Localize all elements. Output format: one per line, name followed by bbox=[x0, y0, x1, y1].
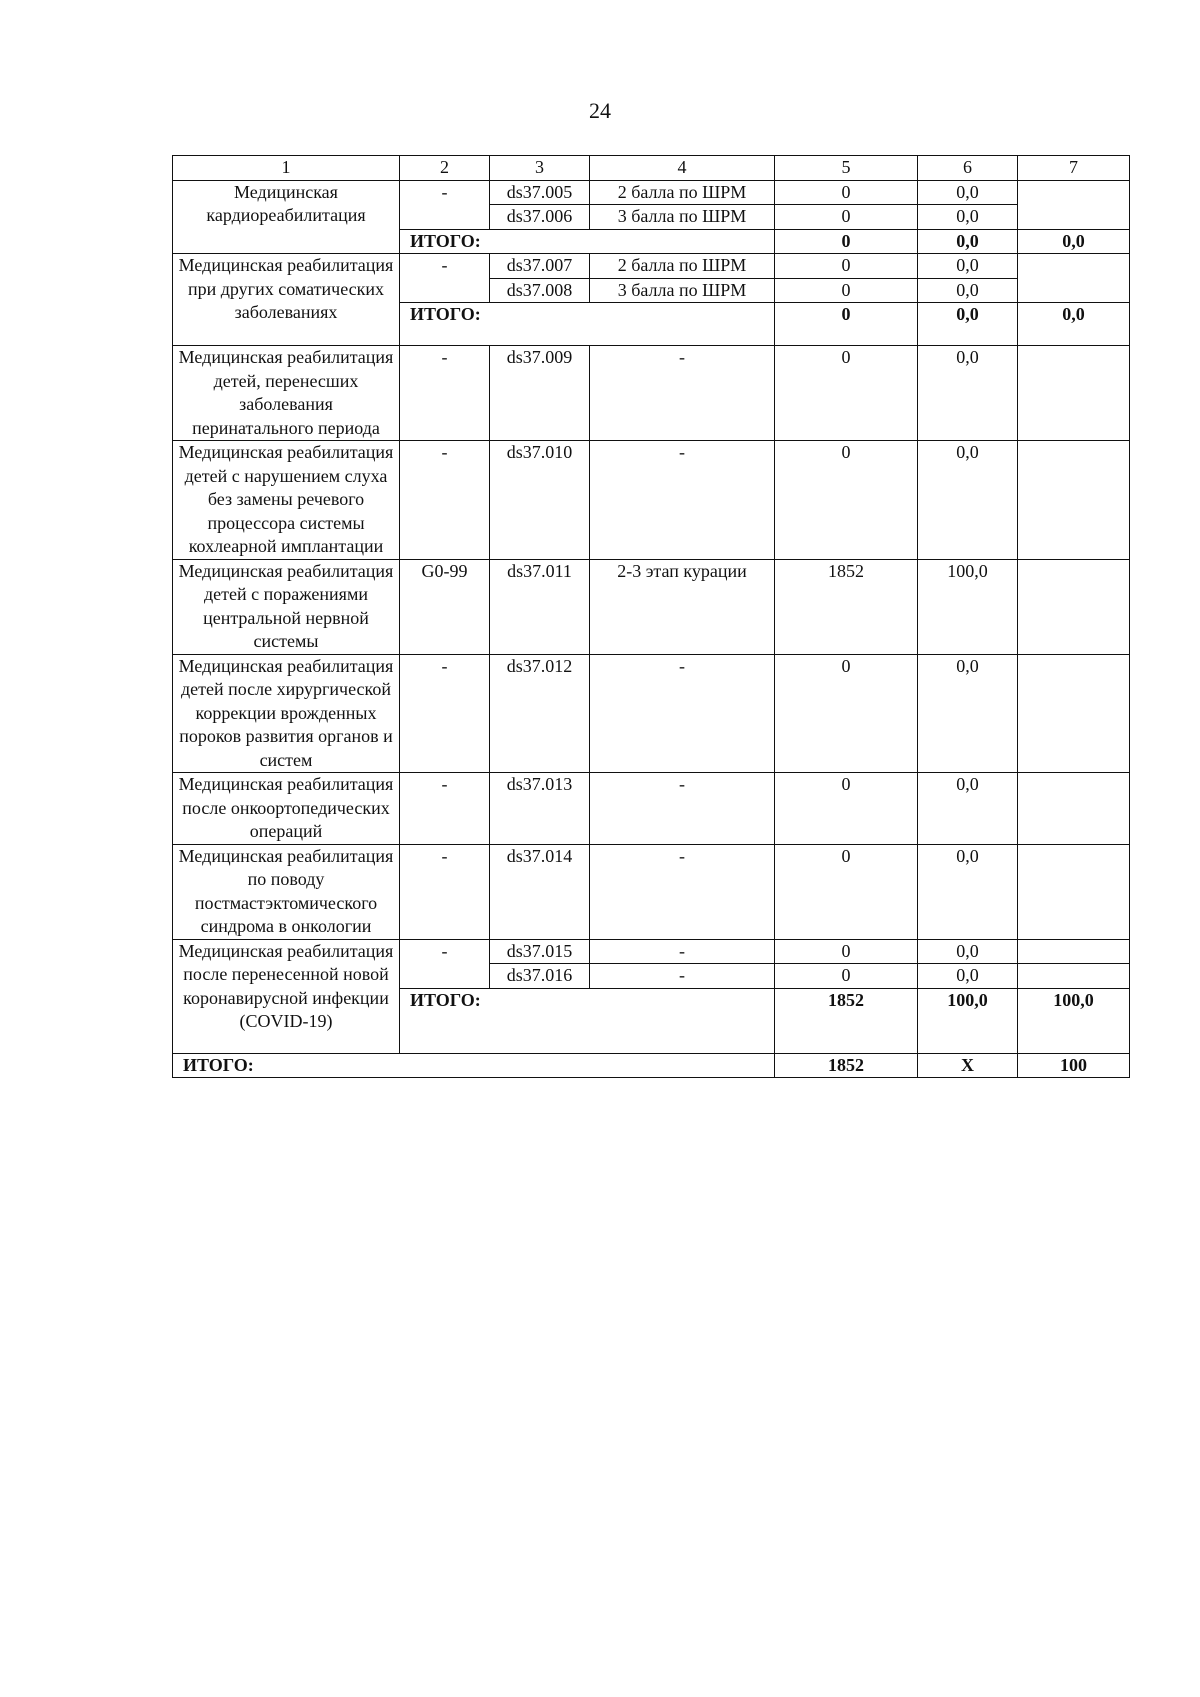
row-desc: - bbox=[590, 346, 775, 441]
row-code2: - bbox=[400, 180, 490, 229]
row-desc: 3 балла по ШРМ bbox=[590, 278, 775, 303]
row-code2: - bbox=[400, 654, 490, 773]
row-desc: 3 балла по ШРМ bbox=[590, 205, 775, 230]
row-code: ds37.009 bbox=[490, 346, 590, 441]
subtotal-v7: 100,0 bbox=[1018, 988, 1130, 1053]
row-v6: 100,0 bbox=[918, 559, 1018, 654]
row-desc: - bbox=[590, 844, 775, 939]
header-cell: 1 bbox=[173, 156, 400, 181]
grand-total-label: ИТОГО: bbox=[173, 1053, 775, 1078]
row-v6: 0,0 bbox=[918, 939, 1018, 964]
row-v5: 1852 bbox=[775, 559, 918, 654]
page-number: 24 bbox=[589, 98, 611, 123]
subtotal-v5: 1852 bbox=[775, 988, 918, 1053]
subtotal-v6: 100,0 bbox=[918, 988, 1018, 1053]
table-row bbox=[173, 654, 1130, 773]
row-code: ds37.008 bbox=[490, 278, 590, 303]
row-v5: 0 bbox=[775, 205, 918, 230]
row-v5: 0 bbox=[775, 844, 918, 939]
row-name: Медицинская реабилитация детей с поражениями центральной нервной системы bbox=[173, 559, 400, 654]
row-code: ds37.010 bbox=[490, 441, 590, 560]
row-name: Медицинская кардиореабилитация bbox=[173, 180, 400, 254]
row-v7-empty bbox=[1018, 441, 1130, 560]
row-code2: - bbox=[400, 844, 490, 939]
row-desc: - bbox=[590, 654, 775, 773]
row-name: Медицинская реабилитация детей после хирургической коррекции врожденных пороков развития органов и систем bbox=[173, 654, 400, 773]
row-code2: - bbox=[400, 773, 490, 845]
table-row bbox=[173, 773, 1130, 845]
row-v7-empty bbox=[1018, 559, 1130, 654]
table-row bbox=[173, 559, 1130, 654]
row-desc: 2-3 этап курации bbox=[590, 559, 775, 654]
header-cell: 7 bbox=[1018, 156, 1130, 181]
row-desc: 2 балла по ШРМ bbox=[590, 254, 775, 279]
header-cell: 4 bbox=[590, 156, 775, 181]
header-cell: 6 bbox=[918, 156, 1018, 181]
subtotal-v7: 0,0 bbox=[1018, 303, 1130, 346]
row-v6: 0,0 bbox=[918, 205, 1018, 230]
row-code: ds37.007 bbox=[490, 254, 590, 279]
grand-total-v7: 100 bbox=[1018, 1053, 1130, 1078]
header-row bbox=[173, 156, 1130, 181]
row-v5: 0 bbox=[775, 654, 918, 773]
row-v5: 0 bbox=[775, 278, 918, 303]
subtotal-label: ИТОГО: bbox=[400, 303, 775, 346]
subtotal-v6: 0,0 bbox=[918, 229, 1018, 254]
table-row bbox=[173, 346, 1130, 441]
tariff-table bbox=[172, 155, 1130, 1078]
grand-total-row bbox=[173, 1053, 1130, 1078]
header-cell: 5 bbox=[775, 156, 918, 181]
row-v7-empty bbox=[1018, 180, 1130, 229]
row-v7-empty bbox=[1018, 844, 1130, 939]
row-v6: 0,0 bbox=[918, 346, 1018, 441]
row-code: ds37.012 bbox=[490, 654, 590, 773]
subtotal-v7: 0,0 bbox=[1018, 229, 1130, 254]
row-v5: 0 bbox=[775, 346, 918, 441]
row-code: ds37.015 bbox=[490, 939, 590, 964]
row-v6: 0,0 bbox=[918, 964, 1018, 989]
row-name: Медицинская реабилитация после перенесенной новой коронавирусной инфекции (COVID-19) bbox=[173, 939, 400, 1053]
row-name: Медицинская реабилитация детей, перенесших заболевания перинатального периода bbox=[173, 346, 400, 441]
row-code: ds37.014 bbox=[490, 844, 590, 939]
row-code2: - bbox=[400, 939, 490, 988]
row-desc: 2 балла по ШРМ bbox=[590, 180, 775, 205]
table-row bbox=[173, 180, 1130, 205]
header-cell: 2 bbox=[400, 156, 490, 181]
row-v5: 0 bbox=[775, 964, 918, 989]
row-v6: 0,0 bbox=[918, 654, 1018, 773]
grand-total-v5: 1852 bbox=[775, 1053, 918, 1078]
row-v7-empty bbox=[1018, 964, 1130, 989]
row-v7-empty bbox=[1018, 773, 1130, 845]
table-row bbox=[173, 844, 1130, 939]
row-name: Медицинская реабилитация детей с нарушением слуха без замены речевого процессора системы кохлеарной имплантации bbox=[173, 441, 400, 560]
row-v7-empty bbox=[1018, 939, 1130, 964]
header-cell: 3 bbox=[490, 156, 590, 181]
row-v5: 0 bbox=[775, 773, 918, 845]
row-v6: 0,0 bbox=[918, 844, 1018, 939]
subtotal-label: ИТОГО: bbox=[400, 988, 775, 1053]
row-code: ds37.005 bbox=[490, 180, 590, 205]
subtotal-v5: 0 bbox=[775, 229, 918, 254]
table-row bbox=[173, 441, 1130, 560]
row-desc: - bbox=[590, 773, 775, 845]
row-code2: G0-99 bbox=[400, 559, 490, 654]
row-v6: 0,0 bbox=[918, 773, 1018, 845]
row-name: Медицинская реабилитация после онкоортопедических операций bbox=[173, 773, 400, 845]
row-desc: - bbox=[590, 441, 775, 560]
table-row bbox=[173, 254, 1130, 279]
subtotal-label: ИТОГО: bbox=[400, 229, 775, 254]
row-v6: 0,0 bbox=[918, 441, 1018, 560]
row-code2: - bbox=[400, 346, 490, 441]
row-v6: 0,0 bbox=[918, 254, 1018, 279]
row-v7-empty bbox=[1018, 346, 1130, 441]
subtotal-v6: 0,0 bbox=[918, 303, 1018, 346]
row-v7-empty bbox=[1018, 254, 1130, 303]
row-v6: 0,0 bbox=[918, 278, 1018, 303]
row-code: ds37.011 bbox=[490, 559, 590, 654]
row-v5: 0 bbox=[775, 441, 918, 560]
row-v7-empty bbox=[1018, 654, 1130, 773]
row-name: Медицинская реабилитация по поводу постмастэктомического синдрома в онкологии bbox=[173, 844, 400, 939]
row-v5: 0 bbox=[775, 254, 918, 279]
row-code2: - bbox=[400, 254, 490, 303]
row-desc: - bbox=[590, 939, 775, 964]
row-name: Медицинская реабилитация при других соматических заболеваниях bbox=[173, 254, 400, 346]
row-code: ds37.006 bbox=[490, 205, 590, 230]
subtotal-v5: 0 bbox=[775, 303, 918, 346]
row-code: ds37.013 bbox=[490, 773, 590, 845]
row-v6: 0,0 bbox=[918, 180, 1018, 205]
row-desc: - bbox=[590, 964, 775, 989]
row-v5: 0 bbox=[775, 939, 918, 964]
row-code: ds37.016 bbox=[490, 964, 590, 989]
grand-total-v6: Х bbox=[918, 1053, 1018, 1078]
row-v5: 0 bbox=[775, 180, 918, 205]
row-code2: - bbox=[400, 441, 490, 560]
table-row bbox=[173, 939, 1130, 964]
